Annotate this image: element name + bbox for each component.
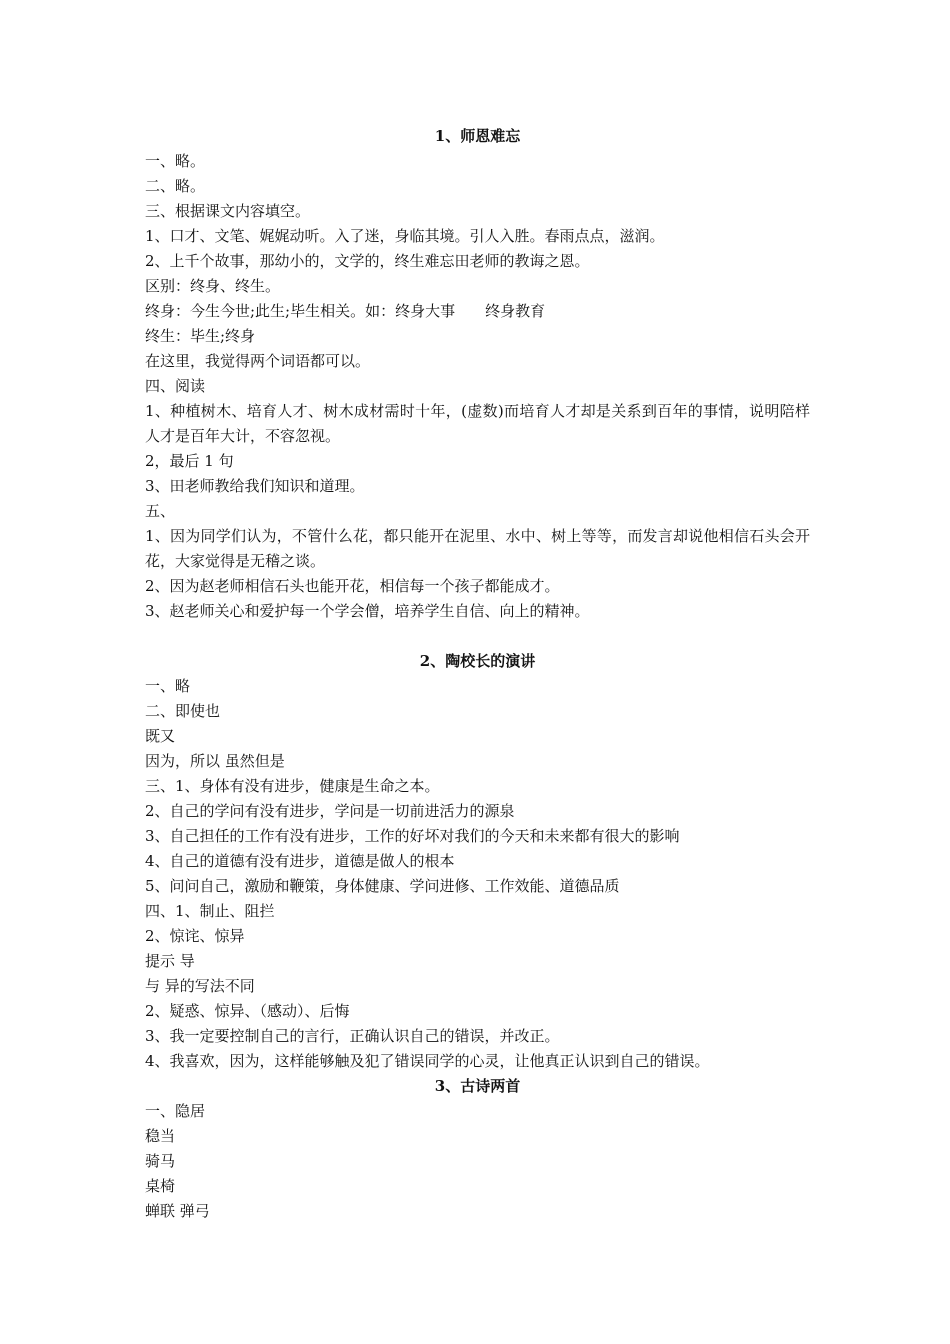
text-line: 2、惊诧、惊异 xyxy=(145,927,245,945)
text-line: 终身：今生今世;此生;毕生相关。如：终身大事 终身教育 xyxy=(145,302,546,320)
text-line: 1、口才、文笔、娓娓动听。入了迷，身临其境。引人入胜。春雨点点，滋润。 xyxy=(145,227,665,245)
text-line: 四、1、制止、阻拦 xyxy=(145,902,275,920)
text-line: 三、1、身体有没有进步，健康是生命之本。 xyxy=(145,777,440,795)
text-line: 一、略。 xyxy=(145,152,206,170)
text-line: 蝉联 弹弓 xyxy=(145,1202,210,1220)
section-3 xyxy=(145,1074,810,1224)
text-line: 一、隐居 xyxy=(145,1102,206,1120)
text-line: 2、疑惑、惊异、（感动）、后悔 xyxy=(145,1002,350,1020)
text-line: 桌椅 xyxy=(145,1177,176,1195)
text-line: 二、即使也 xyxy=(145,702,221,720)
text-line: 区别：终身、终生。 xyxy=(145,277,281,295)
text-line: 1、因为同学们认为，不管什么花，都只能开在泥里、水中、树上等等，而发言却说他相信石头会开花，大家觉得是无稽之谈。 xyxy=(145,527,810,570)
section-2 xyxy=(145,649,810,1074)
text-line: 因为，所以 虽然但是 xyxy=(145,752,285,770)
text-line: 3、自己担任的工作有没有进步，工作的好坏对我们的今天和未来都有很大的影响 xyxy=(145,827,680,845)
text-line: 5、问问自己，激励和鞭策，身体健康、学问进修、工作效能、道德品质 xyxy=(145,877,620,895)
text-line: 3、赵老师关心和爱护每一个学会僧，培养学生自信、向上的精神。 xyxy=(145,602,590,620)
text-line: 4、我喜欢，因为，这样能够触及犯了错误同学的心灵，让他真正认识到自己的错误。 xyxy=(145,1052,710,1070)
text-line: 二、略。 xyxy=(145,177,206,195)
text-line: 2、自己的学问有没有进步，学问是一切前进活力的源泉 xyxy=(145,802,515,820)
text-line: 稳当 xyxy=(145,1127,176,1145)
text-line: 与 异的写法不同 xyxy=(145,977,255,995)
text-line: 2，最后 1 句 xyxy=(145,452,234,470)
text-line: 2、因为赵老师相信石头也能开花，相信每一个孩子都能成才。 xyxy=(145,577,560,595)
section-title: 3、古诗两首 xyxy=(434,1077,521,1095)
text-line: 骑马 xyxy=(145,1152,176,1170)
text-line: 提示 导 xyxy=(145,952,195,970)
text-line: 四、阅读 xyxy=(145,377,206,395)
text-line: 三、根据课文内容填空。 xyxy=(145,202,311,220)
text-line: 1、种植树木、培育人才、树木成材需时十年，(虚数)而培育人才却是关系到百年的事情，说明陪样人才是百年大计，不容忽视。 xyxy=(145,402,810,445)
section-title: 1、师恩难忘 xyxy=(434,127,521,145)
text-line: 在这里，我觉得两个词语都可以。 xyxy=(145,352,371,370)
text-line: 3、我一定要控制自己的言行，正确认识自己的错误，并改正。 xyxy=(145,1027,560,1045)
section-1 xyxy=(145,124,810,624)
text-line: 3、田老师教给我们知识和道理。 xyxy=(145,477,365,495)
text-line: 五、 xyxy=(145,502,176,520)
text-line: 2、上千个故事，那幼小的，文学的，终生难忘田老师的教诲之恩。 xyxy=(145,252,590,270)
text-line: 一、略 xyxy=(145,677,191,695)
document-page xyxy=(145,124,810,1224)
text-line: 终生：毕生;终身 xyxy=(145,327,256,345)
text-line: 4、自己的道德有没有进步，道德是做人的根本 xyxy=(145,852,455,870)
text-line: 既又 xyxy=(145,727,176,745)
section-title: 2、陶校长的演讲 xyxy=(419,652,536,670)
